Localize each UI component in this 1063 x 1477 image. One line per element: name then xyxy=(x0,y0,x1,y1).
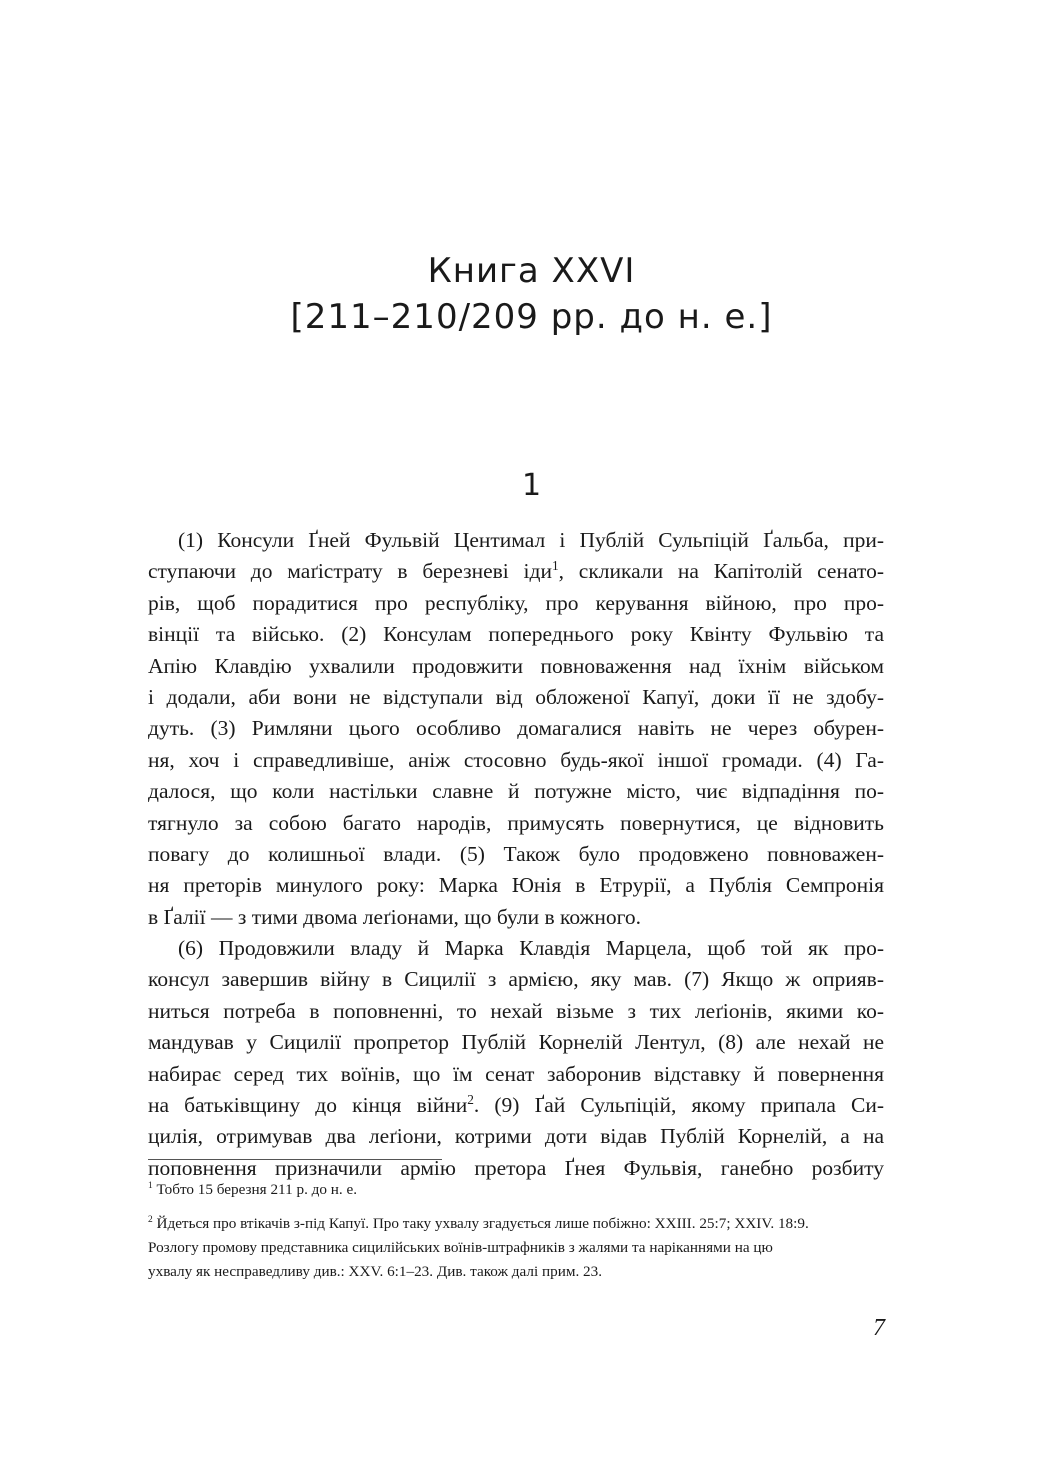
text-line: на батьківщину до кінця війни$^2$. (9) Ґай Сульпіцій, якому припала Си- xyxy=(148,1091,885,1118)
footnote-2-line: Розлогу промову представника сицилійських воїнів-штрафників з жалями та наріканнями на цю xyxy=(148,1239,773,1256)
text-line: поповнення призначили армію претора Ґнея Фульвія, ганебно розбиту xyxy=(148,1155,884,1180)
footnote-1: $^1$ Тобто 15 березня 211 р. до н. е. xyxy=(148,1180,358,1198)
footnote-ref-1: 1 xyxy=(551,558,559,574)
chapter-number: 1 xyxy=(521,468,542,503)
footnote-ref-2: 2 xyxy=(467,1091,474,1107)
book-title-line: Книга XXVI xyxy=(427,251,636,291)
text-line: ступаючи до маґістрату в березневі іди$^1$, скликали на Капітолій сенато- xyxy=(148,558,884,584)
text-line: ня преторів минулого року: Марка Юнія в Етрурії, а Публія Семпронія xyxy=(148,873,884,898)
footnote-2: $^2$ Йдеться про втікачів з-під Капуї. Про таку ухвалу згадується лише побіжно: XXIII. 25:7; XXIV. 18:9. xyxy=(148,1214,809,1232)
footnote-2-line: ухвалу як несправедливу див.: XXV. 6:1–23. Див. також далі прим. 23. xyxy=(148,1263,603,1280)
text-line: далося, що коли настільки славне й потужне місто, чиє відпадіння по- xyxy=(148,779,884,804)
text-line: (6) Продовжили владу й Марка Клавдія Марцела, щоб той як про- xyxy=(178,936,884,961)
text-line: консул завершив війну в Сицилії з армією, яку мав. (7) Якщо ж оприяв- xyxy=(148,967,884,992)
book-title xyxy=(0,248,1063,340)
text-line: і додали, аби вони не відступали від обложеної Капуї, доки її не здобу- xyxy=(148,684,884,709)
footnote-divider xyxy=(148,1159,442,1160)
text-line: рів, щоб порадитися про республіку, про керування війною, про про- xyxy=(148,590,884,615)
text-line: Апію Клавдію ухвалили продовжити повноваження над їхнім військом xyxy=(148,653,884,678)
text-line: мандував у Сицилії пропретор Публій Корнелій Лентул, (8) але нехай не xyxy=(148,1030,884,1055)
text-line: ниться потреба в поповненні, то нехай візьме з тих леґіонів, якими ко- xyxy=(148,998,884,1023)
text-line: вінції та військо. (2) Консулам попереднього року Квінту Фульвію та xyxy=(148,622,884,647)
text-line: цилія, отримував два леґіони, котрими доти відав Публій Корнелій, а на xyxy=(148,1124,884,1149)
footnotes xyxy=(148,1178,888,1284)
text-line: (1) Консули Ґней Фульвій Центимал і Публій Сульпіцій Ґальба, при- xyxy=(178,528,884,552)
book-title-dates: [211–210/209 рр. до н. е.] xyxy=(290,297,773,337)
text-line: ня, хоч і справедливіше, аніж стосовно будь-якої іншої громади. (4) Га- xyxy=(148,747,884,772)
body-text xyxy=(148,525,884,1184)
text-line: повагу до колишньої влади. (5) Також було продовжено повноважен- xyxy=(148,841,884,866)
text-line: набирає серед тих воїнів, що їм сенат заборонив відставку й повернення xyxy=(148,1061,884,1086)
text-line: дуть. (3) Римляни цього особливо домагалися навіть не через обурен- xyxy=(148,716,884,741)
page-number: 7 xyxy=(873,1315,885,1341)
text-line: в Ґалії — з тими двома леґіонами, що були в кожного. xyxy=(148,904,642,929)
text-line: тягнуло за собою багато народів, примусять повернутися, це відновить xyxy=(148,810,884,835)
